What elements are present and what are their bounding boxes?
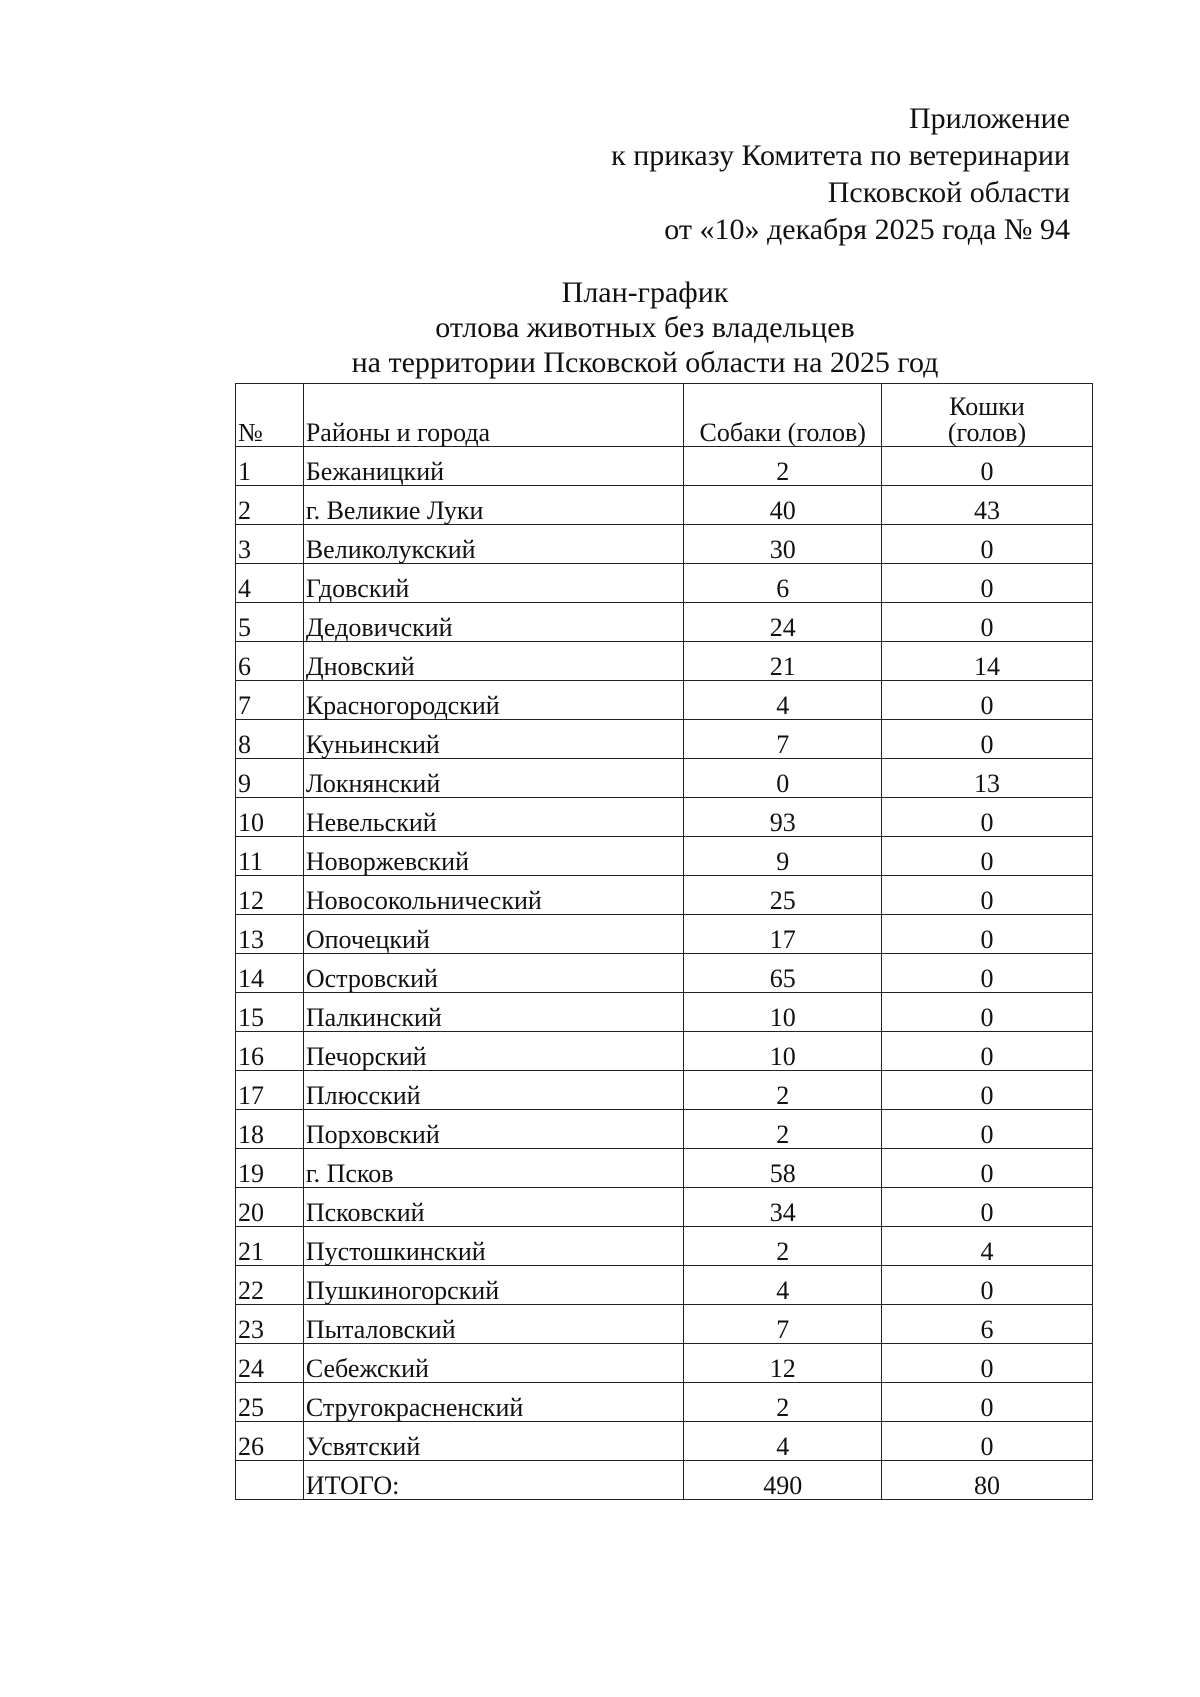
row-num: 12 xyxy=(236,876,304,915)
row-dogs: 7 xyxy=(684,720,882,759)
row-cats: 0 xyxy=(881,954,1092,993)
header-dogs: Собаки (голов) xyxy=(684,384,882,447)
row-dogs: 9 xyxy=(684,837,882,876)
row-name: Новосокольнический xyxy=(303,876,684,915)
table-row xyxy=(236,1227,1093,1266)
row-name: Великолукский xyxy=(303,525,684,564)
row-cats: 0 xyxy=(881,681,1092,720)
row-name: Дедовичский xyxy=(303,603,684,642)
row-name: Плюсский xyxy=(303,1071,684,1110)
row-name: Опочецкий xyxy=(303,915,684,954)
table-body xyxy=(236,447,1093,1461)
row-cats: 0 xyxy=(881,1383,1092,1422)
table-row xyxy=(236,759,1093,798)
row-name: Невельский xyxy=(303,798,684,837)
table-row xyxy=(236,1188,1093,1227)
row-dogs: 2 xyxy=(684,1071,882,1110)
row-cats: 0 xyxy=(881,798,1092,837)
table-row xyxy=(236,1266,1093,1305)
table-row xyxy=(236,1110,1093,1149)
table-row xyxy=(236,798,1093,837)
title-line: План-график xyxy=(561,276,729,309)
row-num: 4 xyxy=(236,564,304,603)
row-num: 17 xyxy=(236,1071,304,1110)
row-num: 1 xyxy=(236,447,304,486)
row-num: 3 xyxy=(236,525,304,564)
row-name: Пыталовский xyxy=(303,1305,684,1344)
row-name: г. Великие Луки xyxy=(303,486,684,525)
total-label: ИТОГО: xyxy=(303,1461,684,1500)
row-num: 2 xyxy=(236,486,304,525)
row-name: Куньинский xyxy=(303,720,684,759)
row-dogs: 21 xyxy=(684,642,882,681)
capture-plan-table xyxy=(235,383,1093,1500)
row-name: Красногородский xyxy=(303,681,684,720)
row-name: Стругокрасненский xyxy=(303,1383,684,1422)
table-row xyxy=(236,993,1093,1032)
row-cats: 0 xyxy=(881,876,1092,915)
row-dogs: 34 xyxy=(684,1188,882,1227)
row-cats: 0 xyxy=(881,915,1092,954)
table-total-row xyxy=(236,1461,1093,1500)
row-cats: 0 xyxy=(881,1344,1092,1383)
row-name: Печорский xyxy=(303,1032,684,1071)
table-row xyxy=(236,1071,1093,1110)
row-num: 15 xyxy=(236,993,304,1032)
row-dogs: 2 xyxy=(684,447,882,486)
row-name: Палкинский xyxy=(303,993,684,1032)
row-dogs: 10 xyxy=(684,1032,882,1071)
row-dogs: 58 xyxy=(684,1149,882,1188)
row-num: 16 xyxy=(236,1032,304,1071)
title-line: отлова животных без владельцев xyxy=(435,311,855,344)
row-name: Пустошкинский xyxy=(303,1227,684,1266)
table-row xyxy=(236,1344,1093,1383)
header-cats-line1: Кошки xyxy=(949,392,1025,421)
table-row xyxy=(236,1032,1093,1071)
table-row xyxy=(236,1305,1093,1344)
row-num: 8 xyxy=(236,720,304,759)
title-line: на территории Псковской области на 2025 год xyxy=(351,346,939,379)
header-cats-line2: (голов) xyxy=(947,418,1027,447)
total-cats: 80 xyxy=(881,1461,1092,1500)
row-name: Усвятский xyxy=(303,1422,684,1461)
table-row xyxy=(236,642,1093,681)
table-row xyxy=(236,447,1093,486)
row-num: 10 xyxy=(236,798,304,837)
row-cats: 0 xyxy=(881,525,1092,564)
total-num xyxy=(236,1461,304,1500)
row-name: Островский xyxy=(303,954,684,993)
row-dogs: 40 xyxy=(684,486,882,525)
row-num: 14 xyxy=(236,954,304,993)
row-num: 22 xyxy=(236,1266,304,1305)
table-header-row xyxy=(236,384,1093,447)
table-row xyxy=(236,720,1093,759)
appendix-line: от «10» декабря 2025 года № 94 xyxy=(664,213,1070,246)
row-num: 11 xyxy=(236,837,304,876)
row-dogs: 2 xyxy=(684,1110,882,1149)
table-row xyxy=(236,1383,1093,1422)
row-cats: 0 xyxy=(881,720,1092,759)
row-dogs: 4 xyxy=(684,1266,882,1305)
table-row xyxy=(236,1422,1093,1461)
row-num: 19 xyxy=(236,1149,304,1188)
appendix-line: к приказу Комитета по ветеринарии xyxy=(611,139,1070,172)
row-dogs: 2 xyxy=(684,1383,882,1422)
row-name: Гдовский xyxy=(303,564,684,603)
table-row xyxy=(236,564,1093,603)
row-name: Новоржевский xyxy=(303,837,684,876)
row-cats: 0 xyxy=(881,993,1092,1032)
row-num: 25 xyxy=(236,1383,304,1422)
row-name: Пушкиногорский xyxy=(303,1266,684,1305)
row-cats: 0 xyxy=(881,1266,1092,1305)
row-dogs: 93 xyxy=(684,798,882,837)
row-num: 13 xyxy=(236,915,304,954)
row-cats: 43 xyxy=(881,486,1092,525)
row-dogs: 12 xyxy=(684,1344,882,1383)
appendix-line: Приложение xyxy=(908,102,1070,135)
row-cats: 0 xyxy=(881,1071,1092,1110)
row-dogs: 6 xyxy=(684,564,882,603)
appendix-block xyxy=(611,100,1070,248)
row-cats: 13 xyxy=(881,759,1092,798)
row-dogs: 17 xyxy=(684,915,882,954)
row-cats: 4 xyxy=(881,1227,1092,1266)
row-num: 9 xyxy=(236,759,304,798)
row-cats: 6 xyxy=(881,1305,1092,1344)
header-num: № xyxy=(236,384,304,447)
row-num: 6 xyxy=(236,642,304,681)
row-num: 23 xyxy=(236,1305,304,1344)
row-name: Бежаницкий xyxy=(303,447,684,486)
table-row xyxy=(236,837,1093,876)
appendix-line: Псковской области xyxy=(827,176,1070,209)
table-row xyxy=(236,681,1093,720)
table-row xyxy=(236,525,1093,564)
row-name: Себежский xyxy=(303,1344,684,1383)
row-dogs: 10 xyxy=(684,993,882,1032)
row-dogs: 2 xyxy=(684,1227,882,1266)
row-cats: 0 xyxy=(881,603,1092,642)
row-cats: 0 xyxy=(881,447,1092,486)
table-row xyxy=(236,603,1093,642)
row-num: 26 xyxy=(236,1422,304,1461)
row-cats: 0 xyxy=(881,564,1092,603)
row-dogs: 24 xyxy=(684,603,882,642)
row-name: г. Псков xyxy=(303,1149,684,1188)
row-dogs: 0 xyxy=(684,759,882,798)
row-dogs: 30 xyxy=(684,525,882,564)
row-cats: 0 xyxy=(881,1110,1092,1149)
row-name: Псковский xyxy=(303,1188,684,1227)
table-row xyxy=(236,915,1093,954)
row-cats: 0 xyxy=(881,1032,1092,1071)
row-cats: 0 xyxy=(881,1188,1092,1227)
header-name: Районы и города xyxy=(303,384,684,447)
row-num: 7 xyxy=(236,681,304,720)
table-row xyxy=(236,954,1093,993)
row-cats: 0 xyxy=(881,1422,1092,1461)
row-name: Локнянский xyxy=(303,759,684,798)
row-cats: 14 xyxy=(881,642,1092,681)
row-dogs: 25 xyxy=(684,876,882,915)
document-title xyxy=(0,275,1200,380)
row-cats: 0 xyxy=(881,837,1092,876)
row-dogs: 4 xyxy=(684,681,882,720)
table-row xyxy=(236,876,1093,915)
row-dogs: 4 xyxy=(684,1422,882,1461)
row-num: 21 xyxy=(236,1227,304,1266)
table-row xyxy=(236,486,1093,525)
row-dogs: 7 xyxy=(684,1305,882,1344)
table-row xyxy=(236,1149,1093,1188)
header-cats xyxy=(881,384,1092,447)
row-num: 5 xyxy=(236,603,304,642)
row-cats: 0 xyxy=(881,1149,1092,1188)
row-num: 24 xyxy=(236,1344,304,1383)
row-dogs: 65 xyxy=(684,954,882,993)
total-dogs: 490 xyxy=(684,1461,882,1500)
row-name: Порховский xyxy=(303,1110,684,1149)
row-num: 20 xyxy=(236,1188,304,1227)
row-name: Дновский xyxy=(303,642,684,681)
row-num: 18 xyxy=(236,1110,304,1149)
